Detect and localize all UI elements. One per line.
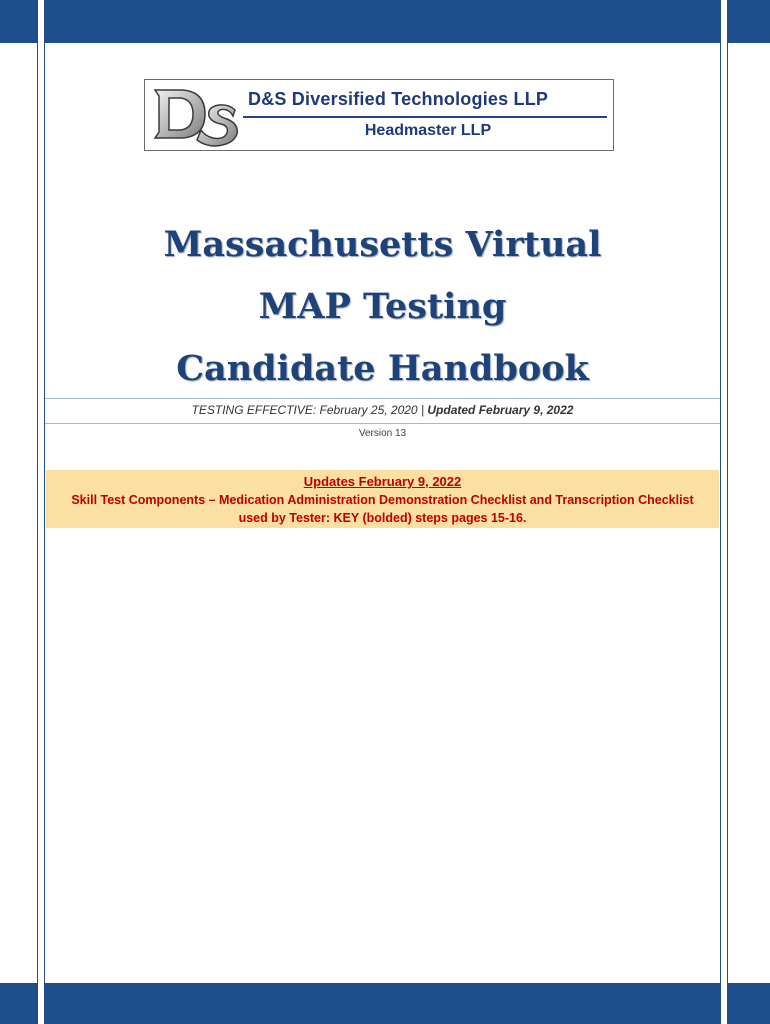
frame-bar-top — [45, 0, 720, 43]
frame-bar-bottom — [45, 983, 720, 1024]
frame-bar-top-right — [727, 0, 770, 43]
notice-line-2: used by Tester: KEY (bolded) steps pages 15-16. — [238, 511, 527, 525]
divider — [45, 398, 720, 399]
company-logo — [144, 79, 614, 151]
effective-date: TESTING EFFECTIVE: February 25, 2020 | — [191, 403, 428, 417]
frame-bar-bottom-left — [0, 983, 37, 1024]
updated-date: Updated February 9, 2022 — [427, 403, 574, 417]
frame-rule — [37, 0, 38, 1024]
frame-rule — [44, 0, 45, 1024]
update-notice — [46, 470, 719, 528]
subsidiary-name: Headmaster LLP — [364, 122, 492, 139]
title-line-3: Candidate Handbook — [176, 348, 589, 389]
title-line-2: MAP Testing — [258, 286, 507, 327]
ds-monogram-icon — [149, 84, 241, 148]
divider — [45, 423, 720, 424]
notice-heading: Updates February 9, 2022 — [303, 474, 462, 489]
document-title — [45, 214, 720, 400]
title-line-1: Massachusetts Virtual — [163, 224, 602, 265]
version-label: Version 13 — [358, 428, 407, 439]
testing-effective-line — [45, 403, 720, 417]
frame-rule — [720, 0, 721, 1024]
frame-bar-bottom-right — [727, 983, 770, 1024]
company-name: D&S Diversified Technologies LLP — [248, 89, 549, 109]
frame-bar-top-left — [0, 0, 37, 43]
notice-line-1: Skill Test Components – Medication Administration Demonstration Checklist and Transcription Checklist — [71, 493, 694, 507]
frame-rule — [727, 0, 728, 1024]
logo-divider — [243, 116, 607, 118]
